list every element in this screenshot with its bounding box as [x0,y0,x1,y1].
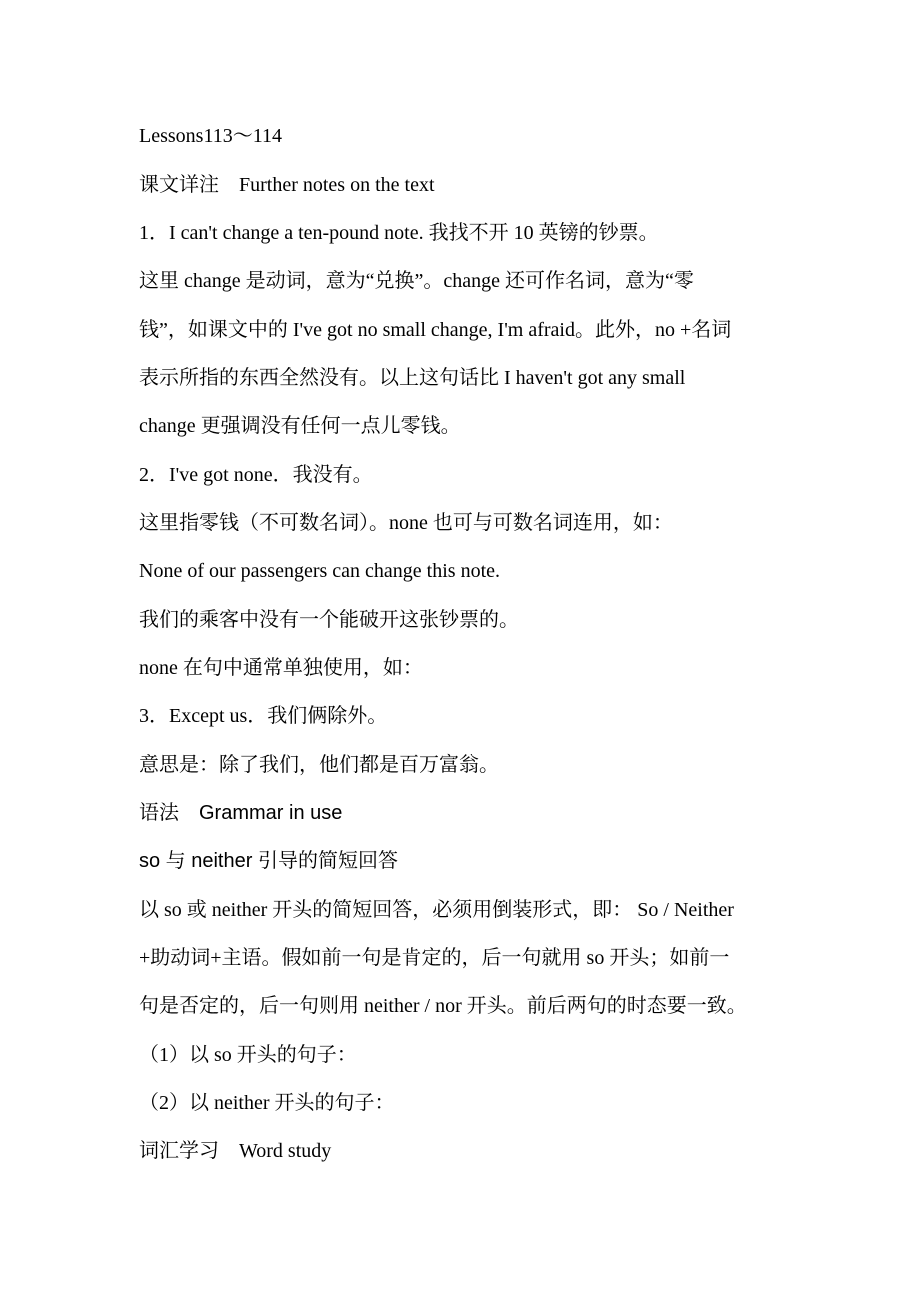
note-3-heading: 3．Except us．我们俩除外。 [139,705,388,727]
example-translation: 我们的乘客中没有一个能破开这张钞票的。 [139,609,519,631]
grammar-subheading: so 与 neither 引导的简短回答 [139,850,398,872]
paragraph-line: 钱”，如课文中的 I've got no small change, I'm afraid。此外，no +名词 [139,319,732,341]
lesson-title: Lessons113～114 [139,125,282,147]
paragraph-line: 这里指零钱（不可数名词）。none 也可与可数名词连用，如： [139,512,673,534]
grammar-point-2: （2）以 neither 开头的句子： [139,1092,395,1114]
paragraph-line: 表示所指的东西全然没有。以上这句话比 I haven't got any small [139,367,686,389]
paragraph-line: 以 so 或 neither 开头的简短回答，必须用倒装形式，即： So / Neither [139,899,734,921]
section-heading-grammar: 语法 Grammar in use [139,802,343,824]
note-1-heading: 1．I can't change a ten-pound note. 我找不开 10 英镑的钞票。 [139,222,659,244]
section-heading-text-notes: 课文详注 Further notes on the text [139,174,435,196]
section-heading-word-study: 词汇学习 Word study [139,1140,332,1162]
example-sentence: None of our passengers can change this note. [139,560,500,582]
note-2-heading: 2．I've got none．我没有。 [139,464,373,486]
paragraph-line: none 在句中通常单独使用，如： [139,657,423,679]
paragraph-line: 意思是：除了我们，他们都是百万富翁。 [139,754,499,776]
grammar-point-1: （1）以 so 开头的句子： [139,1044,357,1066]
paragraph-line: change 更强调没有任何一点儿零钱。 [139,415,461,437]
paragraph-line: 句是否定的，后一句则用 neither / nor 开头。前后两句的时态要一致。 [139,995,747,1017]
paragraph-line: 这里 change 是动词，意为“兑换”。change 还可作名词，意为“零 [139,270,694,292]
paragraph-line: +助动词+主语。假如前一句是肯定的，后一句就用 so 开头；如前一 [139,947,730,969]
